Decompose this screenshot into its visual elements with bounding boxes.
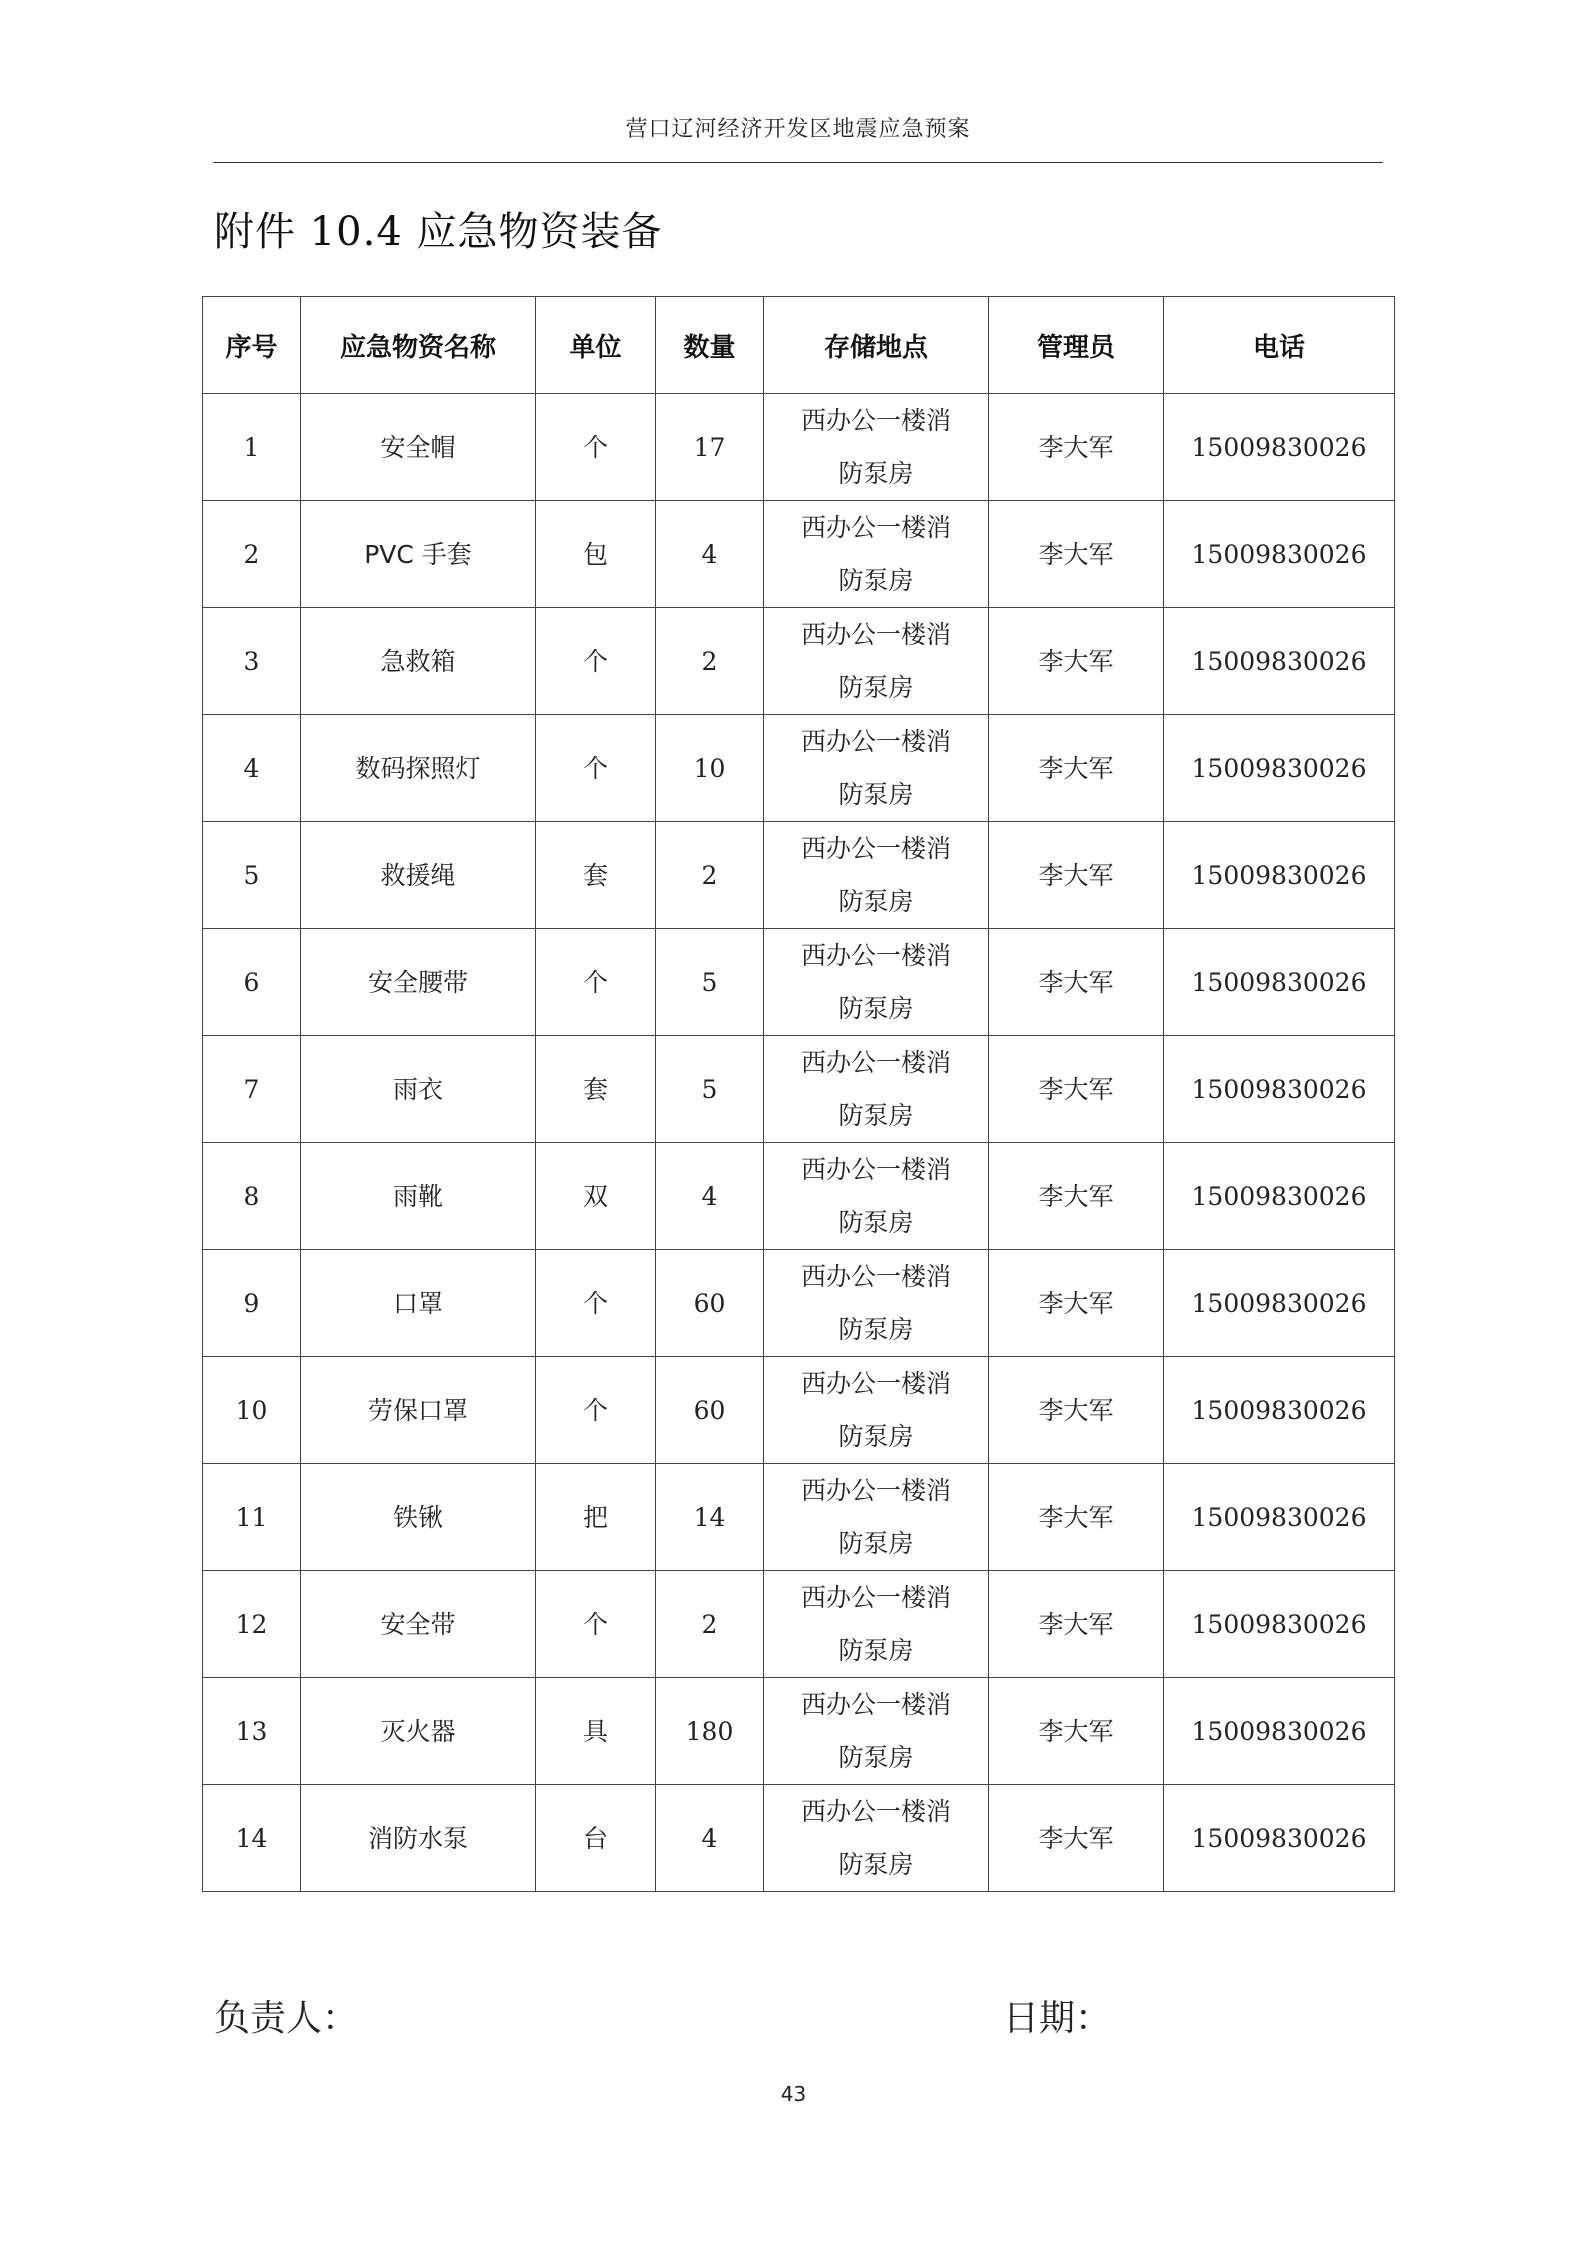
cell-admin: 李大军 <box>989 1036 1164 1143</box>
cell-location <box>764 1785 989 1892</box>
cell-name: 安全带 <box>301 1571 536 1678</box>
location-line-2: 防泵房 <box>838 1743 914 1772</box>
cell-name: 消防水泵 <box>301 1785 536 1892</box>
cell-name: 雨衣 <box>301 1036 536 1143</box>
location-line-1: 西办公一楼消 <box>800 1797 951 1826</box>
table-row <box>203 715 1395 822</box>
cell-phone: 15009830026 <box>1164 1571 1395 1678</box>
table-row <box>203 1143 1395 1250</box>
column-header-quantity: 数量 <box>656 297 764 394</box>
cell-admin: 李大军 <box>989 501 1164 608</box>
cell-phone: 15009830026 <box>1164 715 1395 822</box>
cell-unit: 个 <box>536 1571 656 1678</box>
cell-phone: 15009830026 <box>1164 1785 1395 1892</box>
table-row <box>203 608 1395 715</box>
cell-name: 灭火器 <box>301 1678 536 1785</box>
cell-phone: 15009830026 <box>1164 1357 1395 1464</box>
cell-no: 6 <box>203 929 301 1036</box>
column-header-location: 存储地点 <box>764 297 989 394</box>
cell-unit: 双 <box>536 1143 656 1250</box>
cell-no: 10 <box>203 1357 301 1464</box>
cell-admin: 李大军 <box>989 394 1164 501</box>
table-row <box>203 501 1395 608</box>
cell-no: 3 <box>203 608 301 715</box>
cell-no: 4 <box>203 715 301 822</box>
location-line-1: 西办公一楼消 <box>800 620 951 649</box>
table-row <box>203 1785 1395 1892</box>
cell-location <box>764 715 989 822</box>
location-line-2: 防泵房 <box>838 1101 914 1130</box>
location-line-2: 防泵房 <box>838 994 914 1023</box>
cell-admin: 李大军 <box>989 1143 1164 1250</box>
cell-location <box>764 1464 989 1571</box>
cell-unit: 个 <box>536 608 656 715</box>
cell-name: 安全帽 <box>301 394 536 501</box>
column-header-no: 序号 <box>203 297 301 394</box>
cell-location <box>764 822 989 929</box>
cell-admin: 李大军 <box>989 1785 1164 1892</box>
location-line-2: 防泵房 <box>838 1315 914 1344</box>
cell-name: 劳保口罩 <box>301 1357 536 1464</box>
column-header-unit: 单位 <box>536 297 656 394</box>
cell-admin: 李大军 <box>989 1571 1164 1678</box>
location-line-1: 西办公一楼消 <box>800 1583 951 1612</box>
cell-unit: 套 <box>536 822 656 929</box>
cell-phone: 15009830026 <box>1164 822 1395 929</box>
cell-quantity: 5 <box>656 929 764 1036</box>
cell-phone: 15009830026 <box>1164 1250 1395 1357</box>
location-line-2: 防泵房 <box>838 887 914 916</box>
cell-quantity: 60 <box>656 1357 764 1464</box>
cell-quantity: 2 <box>656 608 764 715</box>
cell-no: 7 <box>203 1036 301 1143</box>
cell-location <box>764 394 989 501</box>
cell-unit: 包 <box>536 501 656 608</box>
cell-location <box>764 1250 989 1357</box>
cell-no: 9 <box>203 1250 301 1357</box>
cell-admin: 李大军 <box>989 822 1164 929</box>
location-line-1: 西办公一楼消 <box>800 406 951 435</box>
location-line-1: 西办公一楼消 <box>800 1048 951 1077</box>
cell-no: 1 <box>203 394 301 501</box>
cell-quantity: 2 <box>656 822 764 929</box>
cell-quantity: 10 <box>656 715 764 822</box>
cell-unit: 个 <box>536 1357 656 1464</box>
cell-unit: 具 <box>536 1678 656 1785</box>
cell-no: 12 <box>203 1571 301 1678</box>
cell-admin: 李大军 <box>989 1250 1164 1357</box>
cell-admin: 李大军 <box>989 608 1164 715</box>
cell-unit: 套 <box>536 1036 656 1143</box>
cell-location <box>764 608 989 715</box>
table-row <box>203 1464 1395 1571</box>
cell-quantity: 5 <box>656 1036 764 1143</box>
cell-unit: 台 <box>536 1785 656 1892</box>
cell-location <box>764 1143 989 1250</box>
location-line-1: 西办公一楼消 <box>800 727 951 756</box>
cell-no: 13 <box>203 1678 301 1785</box>
location-line-2: 防泵房 <box>838 1422 914 1451</box>
cell-location <box>764 1036 989 1143</box>
cell-location <box>764 501 989 608</box>
cell-quantity: 4 <box>656 501 764 608</box>
cell-name: 口罩 <box>301 1250 536 1357</box>
running-header: 营口辽河经济开发区地震应急预案 <box>625 117 971 142</box>
page-title: 附件 10.4 应急物资装备 <box>214 209 663 255</box>
cell-no: 11 <box>203 1464 301 1571</box>
table-row <box>203 1036 1395 1143</box>
responsible-person-label: 负责人： <box>214 1998 359 2039</box>
cell-name: 数码探照灯 <box>301 715 536 822</box>
location-line-1: 西办公一楼消 <box>800 1690 951 1719</box>
cell-name: 铁锹 <box>301 1464 536 1571</box>
cell-name: 救援绳 <box>301 822 536 929</box>
location-line-2: 防泵房 <box>838 780 914 809</box>
cell-quantity: 60 <box>656 1250 764 1357</box>
location-line-2: 防泵房 <box>838 1208 914 1237</box>
cell-quantity: 14 <box>656 1464 764 1571</box>
location-line-2: 防泵房 <box>838 1529 914 1558</box>
location-line-2: 防泵房 <box>838 673 914 702</box>
cell-quantity: 4 <box>656 1143 764 1250</box>
emergency-materials-table <box>202 296 1395 1892</box>
cell-unit: 个 <box>536 1250 656 1357</box>
cell-no: 2 <box>203 501 301 608</box>
location-line-1: 西办公一楼消 <box>800 834 951 863</box>
location-line-2: 防泵房 <box>838 1636 914 1665</box>
cell-unit: 个 <box>536 394 656 501</box>
table-row <box>203 1357 1395 1464</box>
location-line-1: 西办公一楼消 <box>800 1262 951 1291</box>
cell-quantity: 2 <box>656 1571 764 1678</box>
column-header-admin: 管理员 <box>989 297 1164 394</box>
table-row <box>203 1571 1395 1678</box>
table-row <box>203 394 1395 501</box>
cell-admin: 李大军 <box>989 929 1164 1036</box>
cell-admin: 李大军 <box>989 1464 1164 1571</box>
cell-name: 急救箱 <box>301 608 536 715</box>
location-line-1: 西办公一楼消 <box>800 1476 951 1505</box>
cell-admin: 李大军 <box>989 1357 1164 1464</box>
location-line-1: 西办公一楼消 <box>800 941 951 970</box>
location-line-2: 防泵房 <box>838 566 914 595</box>
column-header-phone: 电话 <box>1164 297 1395 394</box>
cell-location <box>764 1678 989 1785</box>
cell-phone: 15009830026 <box>1164 1036 1395 1143</box>
location-line-1: 西办公一楼消 <box>800 1369 951 1398</box>
cell-location <box>764 1357 989 1464</box>
location-line-1: 西办公一楼消 <box>800 513 951 542</box>
table-row <box>203 1250 1395 1357</box>
location-line-2: 防泵房 <box>838 459 914 488</box>
table-row <box>203 929 1395 1036</box>
cell-admin: 李大军 <box>989 1678 1164 1785</box>
cell-phone: 15009830026 <box>1164 929 1395 1036</box>
cell-name: 雨靴 <box>301 1143 536 1250</box>
date-label: 日期： <box>1003 1998 1112 2039</box>
column-header-name: 应急物资名称 <box>301 297 536 394</box>
cell-unit: 个 <box>536 929 656 1036</box>
page-number: 43 <box>780 2082 807 2106</box>
cell-phone: 15009830026 <box>1164 394 1395 501</box>
cell-name: PVC 手套 <box>301 501 536 608</box>
location-line-1: 西办公一楼消 <box>800 1155 951 1184</box>
header-divider <box>213 162 1383 163</box>
cell-unit: 个 <box>536 715 656 822</box>
cell-unit: 把 <box>536 1464 656 1571</box>
cell-phone: 15009830026 <box>1164 1678 1395 1785</box>
cell-quantity: 180 <box>656 1678 764 1785</box>
cell-phone: 15009830026 <box>1164 1464 1395 1571</box>
cell-quantity: 17 <box>656 394 764 501</box>
cell-location <box>764 929 989 1036</box>
cell-name: 安全腰带 <box>301 929 536 1036</box>
cell-quantity: 4 <box>656 1785 764 1892</box>
cell-phone: 15009830026 <box>1164 501 1395 608</box>
cell-location <box>764 1571 989 1678</box>
table-row <box>203 1678 1395 1785</box>
cell-no: 14 <box>203 1785 301 1892</box>
cell-no: 8 <box>203 1143 301 1250</box>
table-header-row <box>203 297 1395 394</box>
cell-phone: 15009830026 <box>1164 1143 1395 1250</box>
cell-phone: 15009830026 <box>1164 608 1395 715</box>
cell-admin: 李大军 <box>989 715 1164 822</box>
table-row <box>203 822 1395 929</box>
location-line-2: 防泵房 <box>838 1850 914 1879</box>
cell-no: 5 <box>203 822 301 929</box>
